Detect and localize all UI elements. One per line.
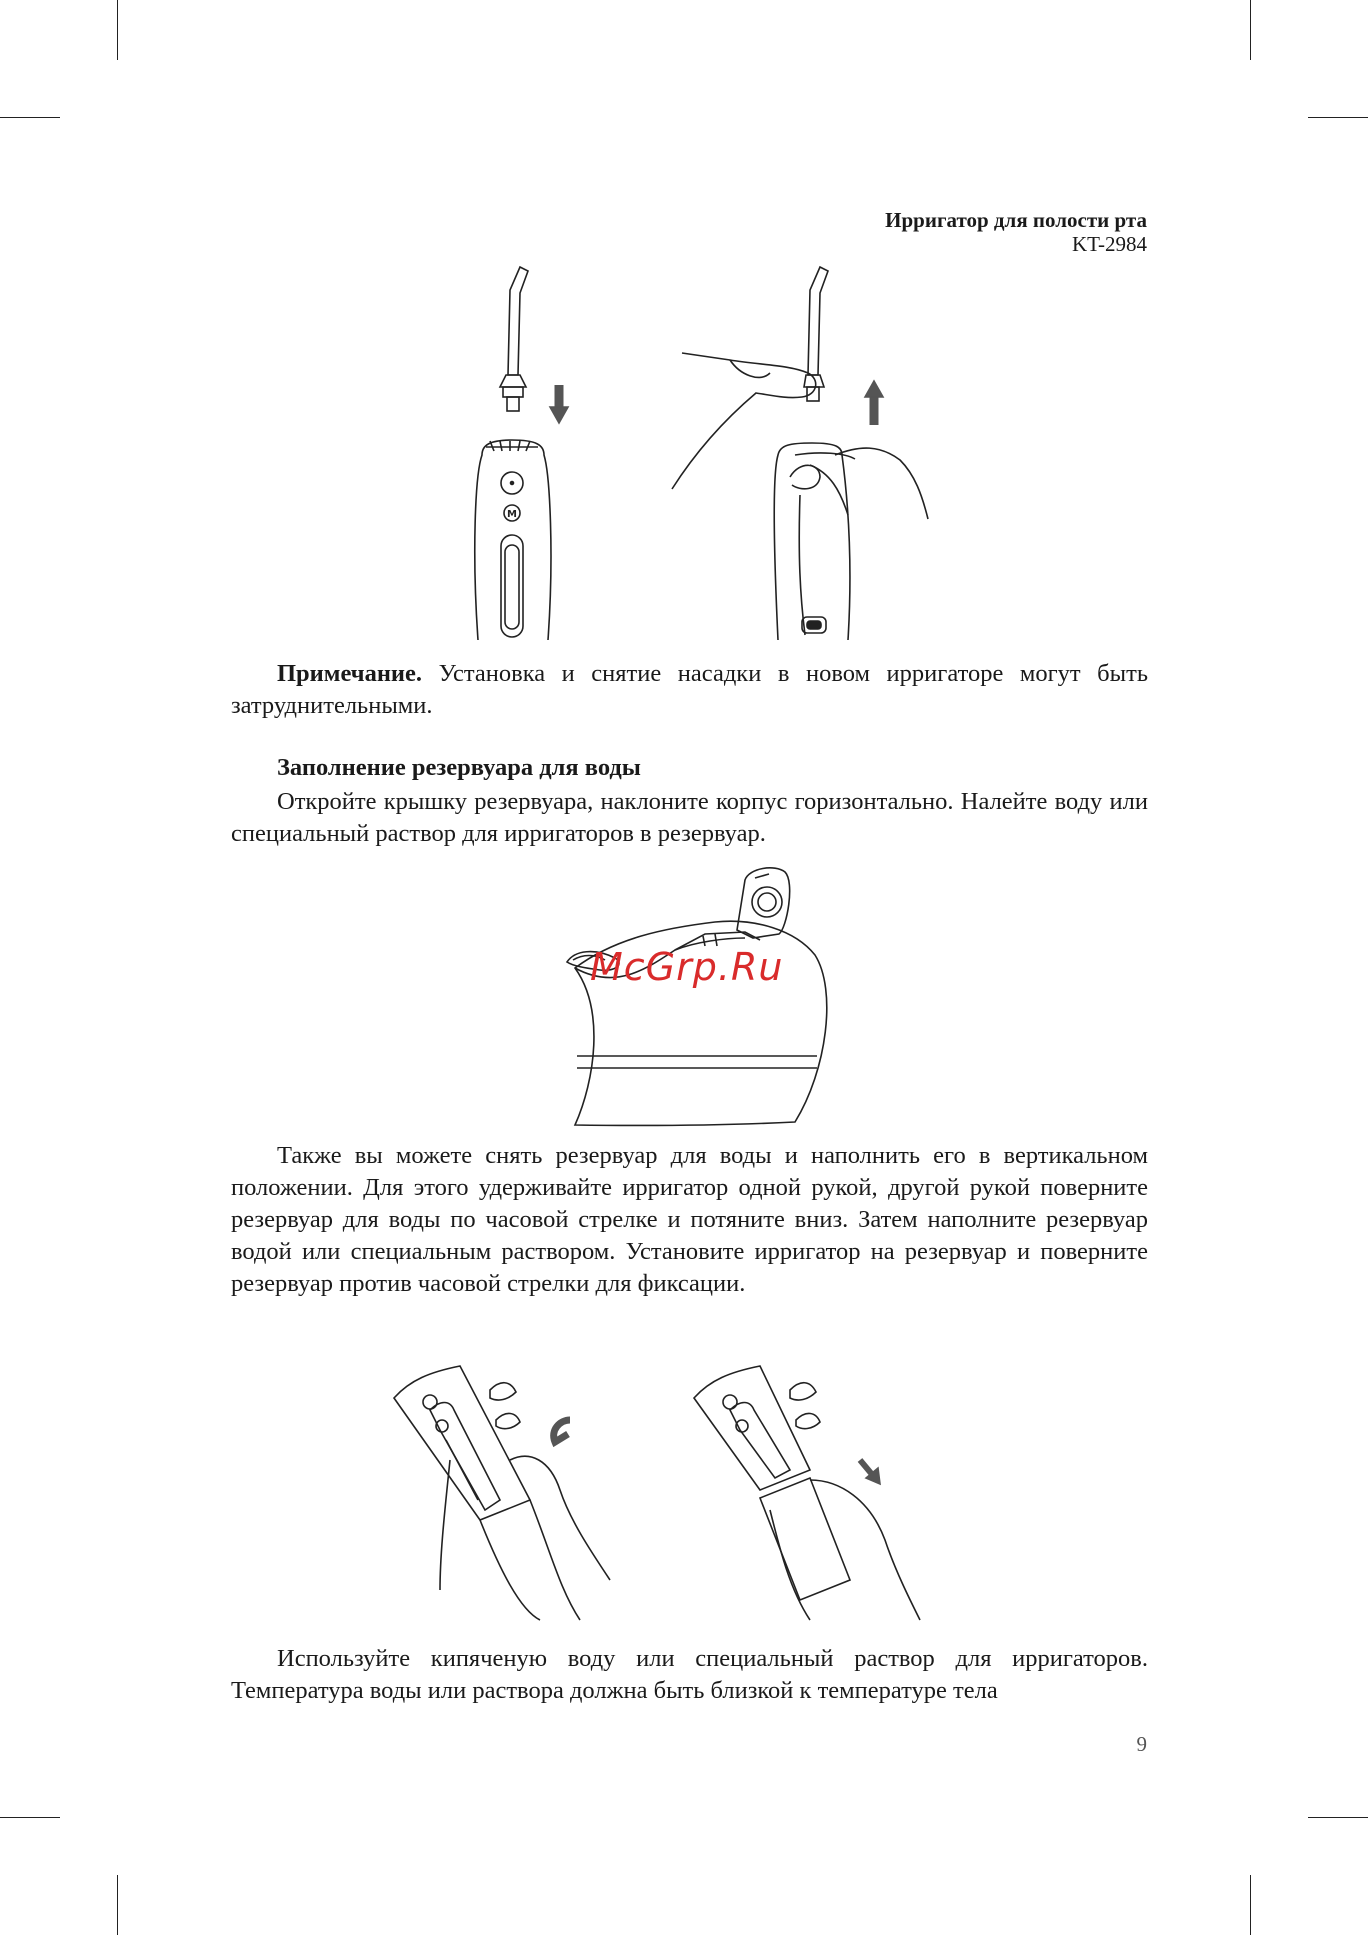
reservoir-fill-illustration xyxy=(567,868,827,1126)
nozzle-remove-illustration xyxy=(672,267,928,640)
note-text: Установка и снятие насадки в новом ирригаторе могут быть затруднительными. xyxy=(231,660,1148,719)
section-heading: Заполнение резервуара для воды xyxy=(277,754,641,781)
reservoir-detach-illustration xyxy=(394,1366,920,1620)
crop-mark xyxy=(1308,1817,1368,1818)
page-number: 9 xyxy=(1136,1732,1147,1756)
nozzle-figure xyxy=(460,255,1000,645)
crop-mark xyxy=(117,0,118,60)
crop-mark xyxy=(0,1817,60,1818)
reservoir-detach-figure xyxy=(390,1350,990,1635)
paragraph-2: Также вы можете снять резервуар для воды и наполнить его в вертикальном положении. Для этого удерживайте ирригатор одной рукой, другой рукой поверните резервуар для воды по часовой стрелке и потяните вниз. Затем наполните резервуар водой или специальным раствором. Установите ирригатор на резервуар и поверните резервуар против часовой стрелки для фиксации. xyxy=(231,1142,1148,1297)
page-header xyxy=(885,208,1147,256)
crop-mark xyxy=(117,1875,118,1935)
product-model: KT-2984 xyxy=(1071,232,1147,256)
paragraph-3: Используйте кипяченую воду или специальный раствор для ирригаторов. Температура воды или раствора должна быть близкой к температуре тела xyxy=(231,1645,1148,1704)
note-label: Примечание. xyxy=(277,660,423,687)
note-paragraph xyxy=(231,658,1148,722)
reservoir-figure xyxy=(555,860,845,1130)
nozzle-install-illustration xyxy=(475,267,568,640)
crop-mark xyxy=(1250,0,1251,60)
crop-mark xyxy=(1250,1875,1251,1935)
crop-mark xyxy=(1308,117,1368,118)
crop-mark xyxy=(0,117,60,118)
product-title: Ирригатор для полости рта xyxy=(885,208,1147,232)
watermark: McGrp.Ru xyxy=(590,945,784,989)
svg-text:M: M xyxy=(507,509,517,520)
paragraph-1: Откройте крышку резервуара, наклоните корпус горизонтально. Налейте воду или специальный раствор для ирригаторов в резервуар. xyxy=(231,788,1148,847)
